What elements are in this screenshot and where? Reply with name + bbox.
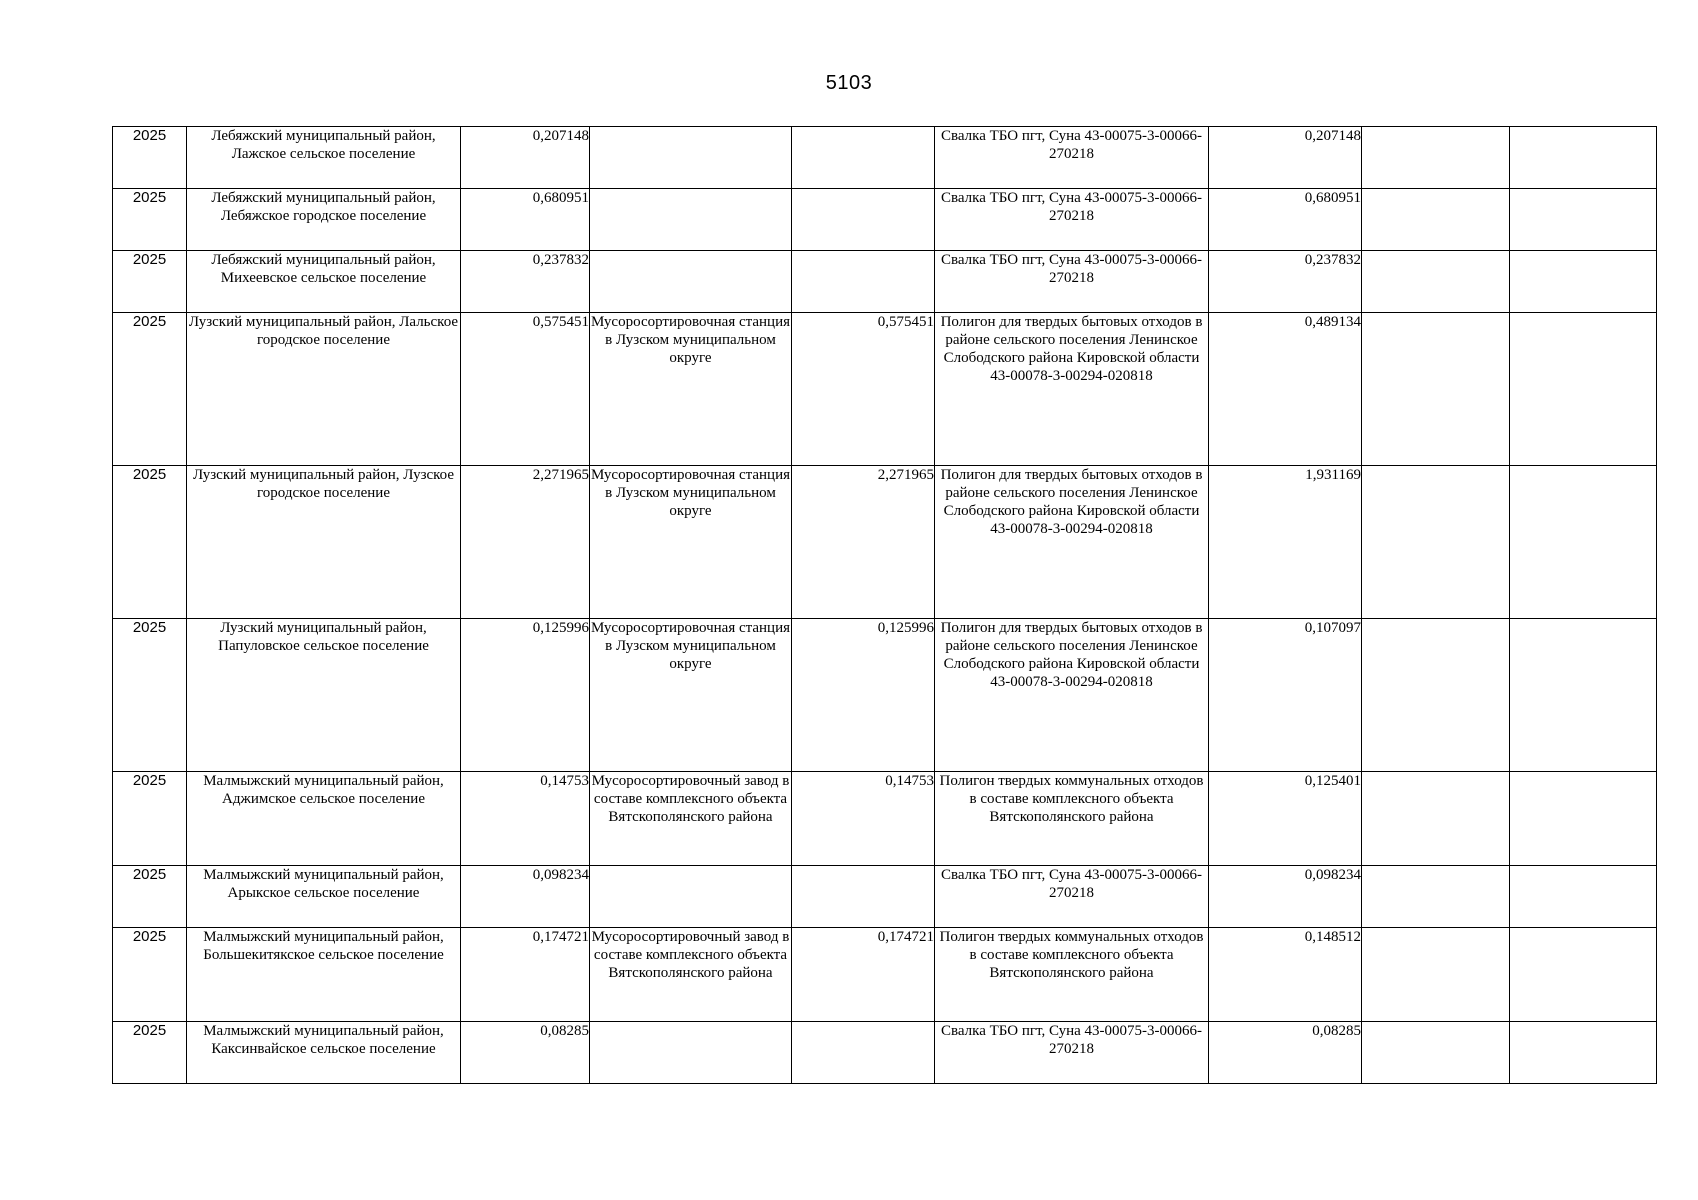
table-row — [113, 189, 1657, 251]
facility-volume-cell: 2,271965 — [792, 466, 935, 619]
year-cell: 2025 — [113, 189, 187, 251]
landfill-cell: Полигон для твердых бытовых отходов в районе сельского поселения Ленинское Слободского района Кировской области 43-00078-3-00294-020818 — [935, 313, 1209, 466]
year-cell: 2025 — [113, 619, 187, 772]
table-row — [113, 127, 1657, 189]
volume-cell: 0,08285 — [461, 1022, 590, 1084]
municipality-cell: Малмыжский муниципальный район, Аджимское сельское поселение — [187, 772, 461, 866]
municipality-cell: Малмыжский муниципальный район, Большекитякское сельское поселение — [187, 928, 461, 1022]
table-row — [113, 466, 1657, 619]
empty-cell — [1362, 866, 1510, 928]
landfill-volume-cell: 0,098234 — [1209, 866, 1362, 928]
municipality-cell: Лебяжский муниципальный район, Михеевское сельское поселение — [187, 251, 461, 313]
empty-cell — [1510, 313, 1657, 466]
municipality-cell: Лузский муниципальный район, Папуловское сельское поселение — [187, 619, 461, 772]
volume-cell: 0,174721 — [461, 928, 590, 1022]
empty-cell — [1362, 772, 1510, 866]
empty-cell — [1510, 928, 1657, 1022]
empty-cell — [1510, 251, 1657, 313]
page-number: 5103 — [825, 72, 873, 94]
volume-cell: 0,098234 — [461, 866, 590, 928]
municipality-cell: Лузский муниципальный район, Лузское городское поселение — [187, 466, 461, 619]
year-cell: 2025 — [113, 127, 187, 189]
volume-cell: 0,125996 — [461, 619, 590, 772]
sorting-facility-cell: Мусоросортировочная станция в Лузском муниципальном округе — [590, 313, 792, 466]
landfill-volume-cell: 0,125401 — [1209, 772, 1362, 866]
volume-cell: 0,237832 — [461, 251, 590, 313]
empty-cell — [1362, 189, 1510, 251]
year-cell: 2025 — [113, 928, 187, 1022]
volume-cell: 0,575451 — [461, 313, 590, 466]
landfill-cell: Свалка ТБО пгт, Суна 43-00075-3-00066-270218 — [935, 1022, 1209, 1084]
landfill-cell: Свалка ТБО пгт, Суна 43-00075-3-00066-270218 — [935, 866, 1209, 928]
landfill-volume-cell: 1,931169 — [1209, 466, 1362, 619]
municipality-cell: Лебяжский муниципальный район, Лебяжское городское поселение — [187, 189, 461, 251]
empty-cell — [1510, 127, 1657, 189]
empty-cell — [1362, 928, 1510, 1022]
landfill-cell: Свалка ТБО пгт, Суна 43-00075-3-00066-270218 — [935, 189, 1209, 251]
landfill-volume-cell: 0,107097 — [1209, 619, 1362, 772]
empty-cell — [1362, 466, 1510, 619]
facility-volume-cell: 0,575451 — [792, 313, 935, 466]
facility-volume-cell — [792, 251, 935, 313]
table-row — [113, 866, 1657, 928]
landfill-cell: Свалка ТБО пгт, Суна 43-00075-3-00066-270218 — [935, 251, 1209, 313]
table-row — [113, 619, 1657, 772]
landfill-cell: Полигон для твердых бытовых отходов в районе сельского поселения Ленинское Слободского района Кировской области 43-00078-3-00294-020818 — [935, 466, 1209, 619]
landfill-volume-cell: 0,08285 — [1209, 1022, 1362, 1084]
sorting-facility-cell — [590, 251, 792, 313]
volume-cell: 0,680951 — [461, 189, 590, 251]
municipality-cell: Малмыжский муниципальный район, Арыкское сельское поселение — [187, 866, 461, 928]
municipality-cell: Малмыжский муниципальный район, Каксинвайское сельское поселение — [187, 1022, 461, 1084]
landfill-volume-cell: 0,237832 — [1209, 251, 1362, 313]
empty-cell — [1362, 1022, 1510, 1084]
year-cell: 2025 — [113, 772, 187, 866]
empty-cell — [1362, 127, 1510, 189]
landfill-volume-cell: 0,680951 — [1209, 189, 1362, 251]
sorting-facility-cell — [590, 189, 792, 251]
table-row — [113, 313, 1657, 466]
empty-cell — [1362, 251, 1510, 313]
landfill-cell: Свалка ТБО пгт, Суна 43-00075-3-00066-270218 — [935, 127, 1209, 189]
facility-volume-cell — [792, 189, 935, 251]
facility-volume-cell: 0,14753 — [792, 772, 935, 866]
table-row — [113, 772, 1657, 866]
empty-cell — [1510, 772, 1657, 866]
volume-cell: 0,207148 — [461, 127, 590, 189]
year-cell: 2025 — [113, 1022, 187, 1084]
waste-flow-table — [112, 126, 1657, 1084]
empty-cell — [1510, 1022, 1657, 1084]
facility-volume-cell — [792, 1022, 935, 1084]
facility-volume-cell — [792, 866, 935, 928]
table-row — [113, 928, 1657, 1022]
landfill-volume-cell: 0,489134 — [1209, 313, 1362, 466]
landfill-cell: Полигон твердых коммунальных отходов в составе комплексного объекта Вятскополянского района — [935, 928, 1209, 1022]
empty-cell — [1510, 466, 1657, 619]
year-cell: 2025 — [113, 313, 187, 466]
sorting-facility-cell: Мусоросортировочный завод в составе комплексного объекта Вятскополянского района — [590, 928, 792, 1022]
municipality-cell: Лебяжский муниципальный район, Лажское сельское поселение — [187, 127, 461, 189]
empty-cell — [1510, 866, 1657, 928]
sorting-facility-cell: Мусоросортировочная станция в Лузском муниципальном округе — [590, 619, 792, 772]
sorting-facility-cell — [590, 1022, 792, 1084]
volume-cell: 2,271965 — [461, 466, 590, 619]
municipality-cell: Лузский муниципальный район, Лальское городское поселение — [187, 313, 461, 466]
year-cell: 2025 — [113, 866, 187, 928]
empty-cell — [1510, 189, 1657, 251]
year-cell: 2025 — [113, 251, 187, 313]
sorting-facility-cell — [590, 866, 792, 928]
facility-volume-cell — [792, 127, 935, 189]
empty-cell — [1362, 313, 1510, 466]
empty-cell — [1362, 619, 1510, 772]
landfill-volume-cell: 0,148512 — [1209, 928, 1362, 1022]
table-row — [113, 1022, 1657, 1084]
year-cell: 2025 — [113, 466, 187, 619]
sorting-facility-cell: Мусоросортировочная станция в Лузском муниципальном округе — [590, 466, 792, 619]
sorting-facility-cell: Мусоросортировочный завод в составе комплексного объекта Вятскополянского района — [590, 772, 792, 866]
facility-volume-cell: 0,125996 — [792, 619, 935, 772]
table-row — [113, 251, 1657, 313]
landfill-cell: Полигон твердых коммунальных отходов в составе комплексного объекта Вятскополянского района — [935, 772, 1209, 866]
landfill-cell: Полигон для твердых бытовых отходов в районе сельского поселения Ленинское Слободского района Кировской области 43-00078-3-00294-020818 — [935, 619, 1209, 772]
empty-cell — [1510, 619, 1657, 772]
volume-cell: 0,14753 — [461, 772, 590, 866]
sorting-facility-cell — [590, 127, 792, 189]
landfill-volume-cell: 0,207148 — [1209, 127, 1362, 189]
facility-volume-cell: 0,174721 — [792, 928, 935, 1022]
